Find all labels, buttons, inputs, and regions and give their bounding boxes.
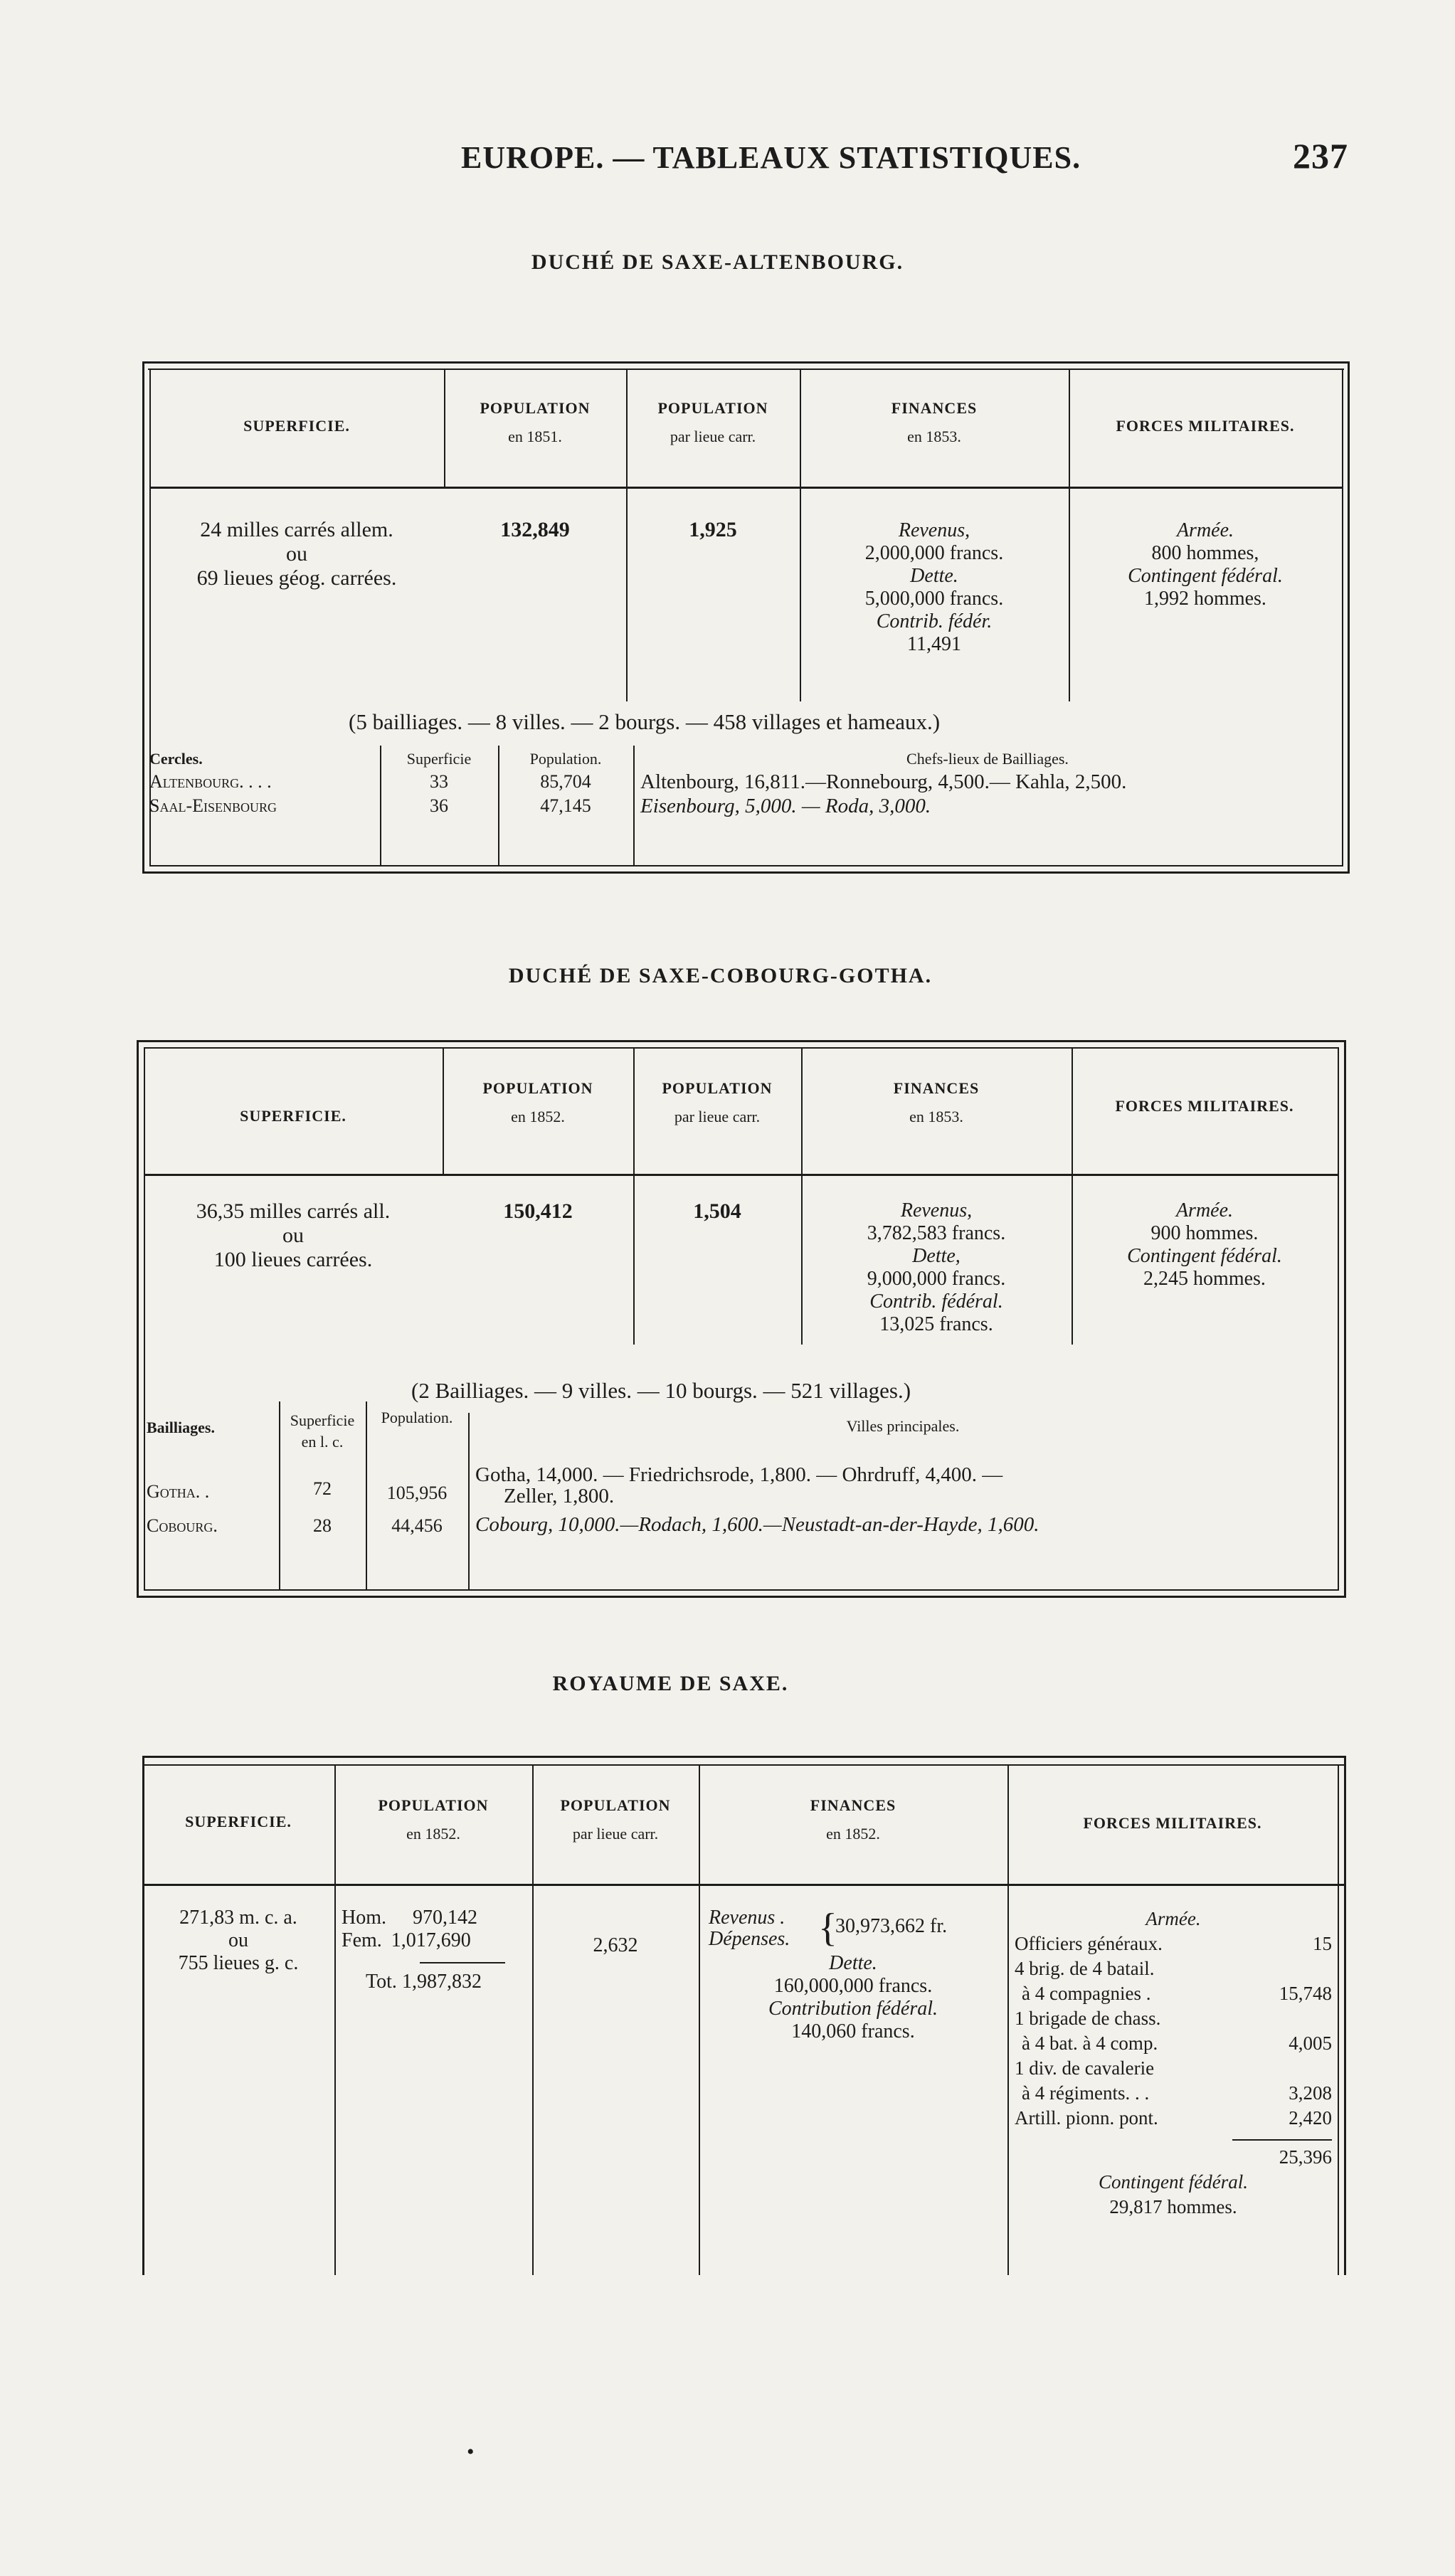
fem-value: 1,017,690 xyxy=(391,1929,471,1951)
table-cell: 28 xyxy=(313,1515,332,1536)
superficie-line: 36,35 milles carrés all. xyxy=(196,1199,391,1223)
revenus-label: Revenus . xyxy=(709,1907,785,1929)
forces-row: à 4 bat. à 4 comp. xyxy=(1022,2032,1158,2054)
finances-amount: 30,973,662 fr. xyxy=(835,1915,948,1937)
superficie-line: 69 lieues géog. carrées. xyxy=(196,566,397,590)
summary-line: (5 bailliages. — 8 villes. — 2 bourgs. — 458 villages et hameaux.) xyxy=(349,709,941,734)
header-finances-label: FINANCES xyxy=(893,1079,980,1097)
header-population-year: en 1852. xyxy=(511,1108,565,1125)
forces-line: 900 hommes. xyxy=(1150,1222,1259,1244)
header-population-year: en 1852. xyxy=(406,1825,460,1843)
table-row: Saal-Eisenbourg xyxy=(149,795,277,816)
forces-row: 1 brigade de chass. xyxy=(1015,2008,1161,2029)
depenses-label: Dépenses. xyxy=(709,1928,790,1950)
superficie-cell xyxy=(149,518,444,590)
table-cell: 72 xyxy=(313,1478,332,1499)
brace-icon: { xyxy=(818,1906,837,1950)
header-forces: FORCES MILITAIRES. xyxy=(1116,417,1295,435)
density-value: 2,632 xyxy=(593,1934,638,1956)
contrib-label: Contribution fédéral. xyxy=(768,1998,938,2020)
villes-line: Zeller, 1,800. xyxy=(504,1485,615,1507)
fem-label: Fem. xyxy=(342,1929,382,1951)
population-value: 150,412 xyxy=(503,1199,573,1223)
header-forces: FORCES MILITAIRES. xyxy=(1083,1814,1262,1832)
forces-cell xyxy=(1069,519,1342,610)
subheader-population: Population. xyxy=(381,1409,453,1426)
subheader-chefs-lieux: Chefs-lieux de Bailliages. xyxy=(906,750,1069,768)
superficie-line: ou xyxy=(228,1929,248,1951)
forces-total: 25,396 xyxy=(1279,2146,1332,2168)
tot-label: Tot. xyxy=(366,1971,397,1993)
finances-line: Revenus, xyxy=(900,1199,973,1221)
header-forces: FORCES MILITAIRES. xyxy=(1115,1097,1294,1115)
population-value: 132,849 xyxy=(500,518,570,541)
hom-value: 970,142 xyxy=(413,1907,477,1929)
superficie-cell xyxy=(144,1199,443,1272)
subheader-cercles: Cercles. xyxy=(149,750,203,768)
finances-line: 2,000,000 francs. xyxy=(864,542,1004,564)
finances-line: 13,025 francs. xyxy=(879,1313,993,1335)
table-cell xyxy=(475,1464,1338,1507)
forces-row: 4 brig. de 4 batail. xyxy=(1015,1958,1155,1979)
table-cell: Altenbourg, 16,811.—Ronnebourg, 4,500.— Kahla, 2,500. xyxy=(640,770,1127,793)
forces-line: 2,245 hommes. xyxy=(1143,1268,1266,1290)
header-finances-year: en 1853. xyxy=(907,428,961,445)
forces-row: à 4 régiments. . . xyxy=(1022,2082,1150,2104)
header-density-unit: par lieue carr. xyxy=(674,1108,761,1125)
table-row: Cobourg. xyxy=(147,1515,218,1536)
superficie-line: ou xyxy=(286,542,307,566)
header-superficie: SUPERFICIE. xyxy=(243,417,350,435)
finances-cell xyxy=(800,519,1069,656)
table-cell: 44,456 xyxy=(391,1515,443,1536)
forces-value: 4,005 xyxy=(1289,2032,1332,2054)
header-finances xyxy=(699,1791,1007,1848)
forces-line: Armée. xyxy=(1176,519,1234,541)
finances-line: 9,000,000 francs. xyxy=(867,1268,1006,1290)
header-density-label: POPULATION xyxy=(657,399,768,417)
header-population-year: en 1851. xyxy=(508,428,562,445)
table-cobourg-gotha xyxy=(137,1040,1346,1598)
forces-line: Armée. xyxy=(1175,1199,1234,1221)
dette-amount: 160,000,000 francs. xyxy=(773,1975,933,1997)
table-cell: Cobourg, 10,000.—Rodach, 1,600.—Neustadt-an-der-Hayde, 1,600. xyxy=(475,1513,1039,1536)
finances-line: Dette. xyxy=(910,565,958,587)
table-row: Altenbourg. . . . xyxy=(149,771,272,792)
page-number: 237 xyxy=(1293,136,1348,176)
population-cell xyxy=(342,1907,528,1993)
header-population-density xyxy=(633,1074,801,1131)
summary-line: (2 Bailliages. — 9 villes. — 10 bourgs. — 521 villages.) xyxy=(411,1378,911,1403)
header-density-unit: par lieue carr. xyxy=(670,428,756,445)
finances-line: 5,000,000 francs. xyxy=(864,588,1004,610)
density-value: 1,504 xyxy=(693,1199,741,1223)
finances-cell xyxy=(699,1907,1007,2043)
header-density-unit: par lieue carr. xyxy=(572,1825,659,1843)
section-title-cobourg-gotha: DUCHÉ DE SAXE-COBOURG-GOTHA. xyxy=(508,964,933,987)
subheader-bailliages: Bailliages. xyxy=(147,1419,215,1436)
subheader-superficie: Superficie xyxy=(406,750,472,768)
table-cell: 85,704 xyxy=(540,771,591,792)
header-superficie: SUPERFICIE. xyxy=(240,1107,346,1125)
finances-cell xyxy=(801,1199,1072,1336)
finances-line: Revenus, xyxy=(898,519,970,541)
header-finances xyxy=(801,1074,1072,1131)
forces-row: Artill. pionn. pont. xyxy=(1015,2107,1158,2129)
superficie-line: ou xyxy=(282,1224,304,1247)
header-population-1852 xyxy=(443,1074,633,1131)
table-cell: 33 xyxy=(430,771,448,792)
contrib-amount: 140,060 francs. xyxy=(791,2020,915,2042)
forces-cell xyxy=(1015,1907,1332,2220)
header-population-1852 xyxy=(334,1791,532,1848)
section-title-royaume-saxe: ROYAUME DE SAXE. xyxy=(552,1672,789,1695)
header-density-label: POPULATION xyxy=(662,1079,773,1097)
forces-cell xyxy=(1072,1199,1338,1290)
contingent-label: Contingent fédéral. xyxy=(1099,2171,1248,2193)
forces-row: Officiers généraux. xyxy=(1015,1933,1163,1954)
forces-row: 1 div. de cavalerie xyxy=(1015,2057,1155,2079)
subheader-villes: Villes principales. xyxy=(846,1417,960,1435)
forces-value: 3,208 xyxy=(1289,2082,1332,2104)
subheader-superficie-unit: en l. c. xyxy=(301,1433,344,1451)
table-royaume-saxe xyxy=(142,1756,1346,2275)
subheader-superficie-label: Superficie xyxy=(290,1411,355,1429)
running-head: EUROPE. — TABLEAUX STATISTIQUES. xyxy=(461,140,1081,175)
footer-mark: • xyxy=(467,2440,475,2464)
finances-line: Contrib. fédér. xyxy=(876,610,993,632)
superficie-line: 271,83 m. c. a. xyxy=(179,1907,297,1929)
villes-line: Gotha, 14,000. — Friedrichsrode, 1,800. — Ohrdruff, 4,400. — xyxy=(475,1463,1003,1486)
section-title-altenbourg: DUCHÉ DE SAXE-ALTENBOURG. xyxy=(531,250,904,274)
header-finances-label: FINANCES xyxy=(810,1796,896,1814)
header-population-label: POPULATION xyxy=(378,1796,489,1814)
forces-value: 15,748 xyxy=(1279,1983,1332,2004)
subheader-superficie xyxy=(279,1410,366,1453)
table-cell: 47,145 xyxy=(540,795,591,816)
header-population-density xyxy=(532,1791,699,1848)
forces-line: Contingent fédéral. xyxy=(1127,1245,1282,1267)
finances-line: Contrib. fédéral. xyxy=(869,1290,1003,1313)
header-superficie: SUPERFICIE. xyxy=(185,1813,292,1830)
density-value: 1,925 xyxy=(689,518,737,541)
table-cell: 105,956 xyxy=(386,1483,448,1503)
forces-value: 15 xyxy=(1313,1933,1332,1954)
forces-line: 800 hommes, xyxy=(1151,542,1259,564)
header-finances-year: en 1853. xyxy=(909,1108,963,1125)
forces-line: Contingent fédéral. xyxy=(1128,565,1283,587)
header-population-1851 xyxy=(444,394,626,451)
dette-label: Dette. xyxy=(829,1952,877,1974)
header-finances xyxy=(800,394,1069,451)
header-finances-label: FINANCES xyxy=(891,399,978,417)
forces-value: 2,420 xyxy=(1289,2107,1332,2129)
table-cell: Eisenbourg, 5,000. — Roda, 3,000. xyxy=(640,795,931,817)
contingent-amount: 29,817 hommes. xyxy=(1109,2196,1237,2217)
finances-line: 3,782,583 francs. xyxy=(867,1222,1006,1244)
superficie-line: 755 lieues g. c. xyxy=(178,1952,299,1974)
armee-label: Armée. xyxy=(1146,1908,1201,1929)
table-cell: 36 xyxy=(430,795,448,816)
header-finances-year: en 1852. xyxy=(826,1825,880,1843)
tot-value: 1,987,832 xyxy=(401,1971,482,1993)
superficie-line: 24 milles carrés allem. xyxy=(200,518,393,541)
header-population-label: POPULATION xyxy=(480,399,591,417)
header-density-label: POPULATION xyxy=(560,1796,671,1814)
header-population-density xyxy=(626,394,800,451)
forces-row: à 4 compagnies . xyxy=(1022,1983,1151,2004)
superficie-cell xyxy=(142,1907,334,1975)
table-altenbourg xyxy=(142,361,1350,874)
table-row: Gotha. . xyxy=(147,1481,210,1502)
header-population-label: POPULATION xyxy=(482,1079,593,1097)
superficie-line: 100 lieues carrées. xyxy=(213,1248,373,1271)
finances-line: 11,491 xyxy=(907,633,961,655)
subheader-population: Population. xyxy=(529,750,602,768)
finances-line: Dette, xyxy=(912,1245,961,1267)
forces-line: 1,992 hommes. xyxy=(1144,588,1266,610)
hom-label: Hom. xyxy=(342,1907,386,1929)
